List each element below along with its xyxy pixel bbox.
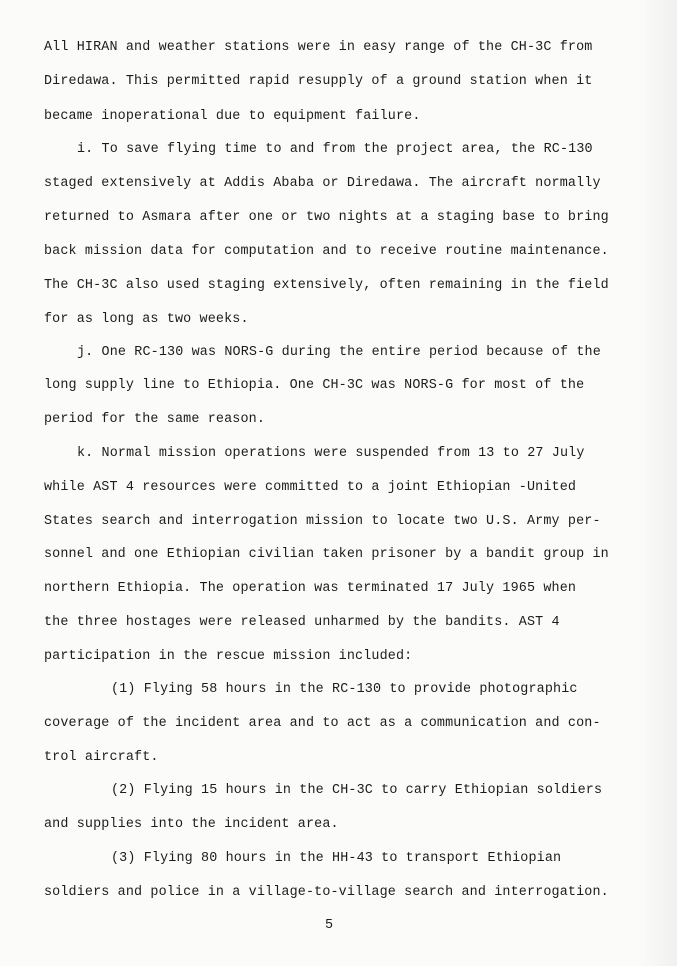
text-line: northern Ethiopia. The operation was terminated 17 July 1965 when (44, 581, 577, 596)
text-line: for as long as two weeks. (44, 312, 249, 327)
text-line: soldiers and police in a village-to-village search and interrogation. (44, 885, 609, 900)
scan-edge-shadow (639, 0, 677, 966)
text-line: staged extensively at Addis Ababa or Diredawa. The aircraft normally (44, 176, 601, 191)
text-line: The CH-3C also used staging extensively, often remaining in the field (44, 278, 609, 293)
text-line: All HIRAN and weather stations were in easy range of the CH-3C from (44, 40, 593, 55)
text-line: returned to Asmara after one or two nights at a staging base to bring (44, 210, 609, 225)
text-line: the three hostages were released unharmed by the bandits. AST 4 (44, 615, 560, 630)
list-item-1-start: (1) Flying 58 hours in the RC-130 to provide photographic (111, 682, 578, 697)
list-item-3-start: (3) Flying 80 hours in the HH-43 to transport Ethiopian (111, 851, 562, 866)
text-line: participation in the rescue mission included: (44, 649, 413, 664)
text-line: coverage of the incident area and to act as a communication and con- (44, 716, 601, 731)
text-line: sonnel and one Ethiopian civilian taken prisoner by a bandit group in (44, 547, 609, 562)
paragraph-k-start: k. Normal mission operations were suspended from 13 to 27 July (77, 446, 585, 461)
page-number: 5 (325, 918, 334, 933)
text-line: trol aircraft. (44, 750, 159, 765)
text-line: became inoperational due to equipment failure. (44, 109, 421, 124)
text-line: while AST 4 resources were committed to a joint Ethiopian -United (44, 480, 577, 495)
paragraph-j-start: j. One RC-130 was NORS-G during the entire period because of the (77, 345, 601, 360)
text-line: back mission data for computation and to receive routine maintenance. (44, 244, 609, 259)
text-line: States search and interrogation mission to locate two U.S. Army per- (44, 514, 601, 529)
text-line: long supply line to Ethiopia. One CH-3C was NORS-G for most of the (44, 378, 585, 393)
text-line: and supplies into the incident area. (44, 817, 339, 832)
text-line: Diredawa. This permitted rapid resupply of a ground station when it (44, 74, 593, 89)
text-line: period for the same reason. (44, 412, 266, 427)
list-item-2-start: (2) Flying 15 hours in the CH-3C to carry Ethiopian soldiers (111, 783, 603, 798)
paragraph-i-start: i. To save flying time to and from the project area, the RC-130 (77, 142, 593, 157)
